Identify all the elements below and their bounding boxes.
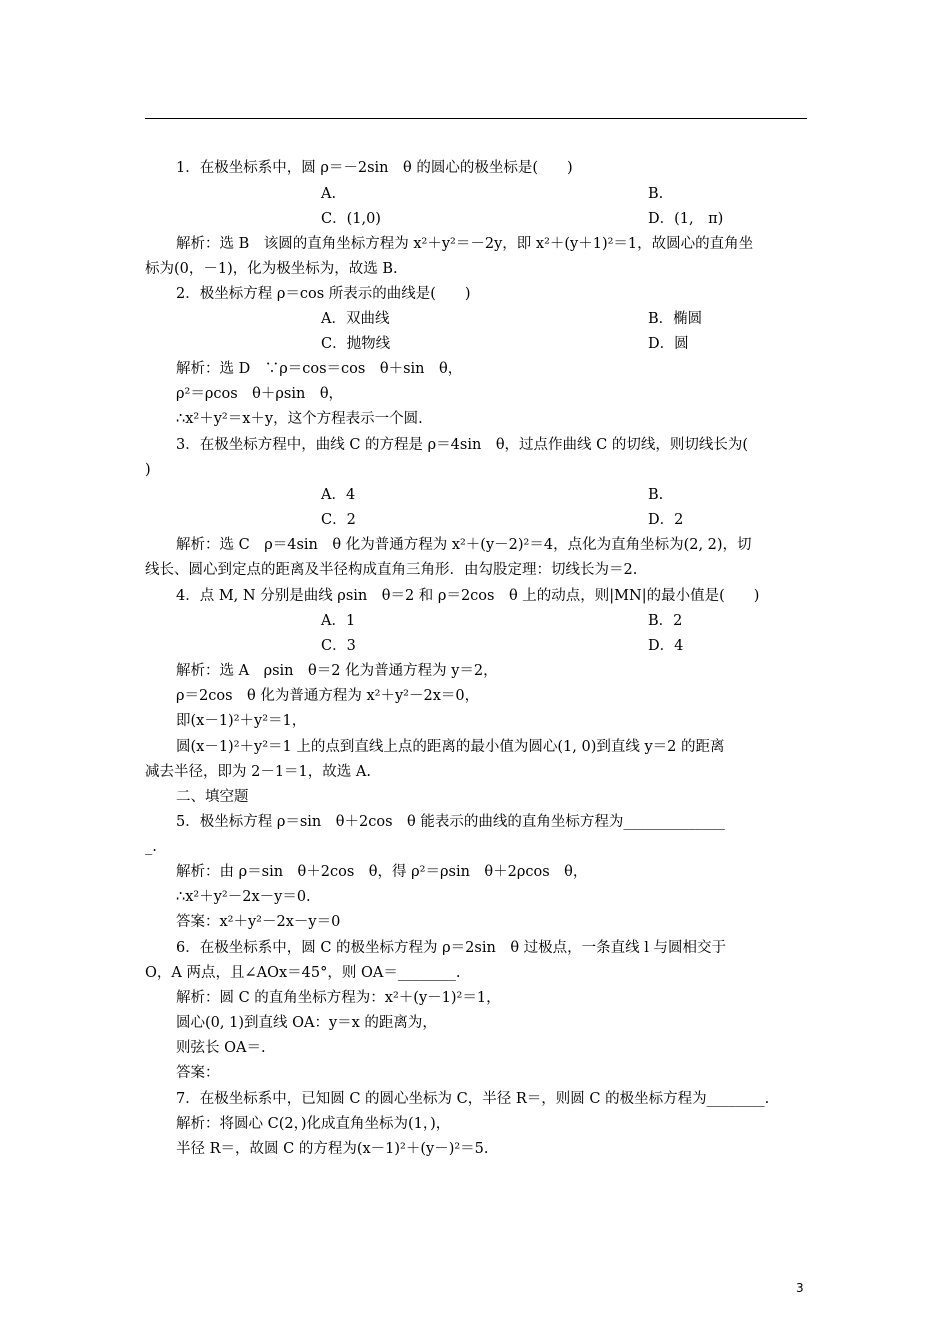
q3-solution-line-1: 解析：选 C ρ＝4sin θ 化为普通方程为 x²＋(y－2)²＝4，点化为直角坐标为(2, 2)，切	[176, 537, 752, 553]
q3-solution-line-2: 线长、圆心到定点的距离及半径构成直角三角形．由勾股定理：切线长为＝2.	[145, 562, 638, 578]
q4-solution-line-5: 减去半径，即为 2－1＝1，故选 A.	[145, 764, 371, 780]
q4-stem: 4．点 M, N 分别是曲线 ρsin θ＝2 和 ρ＝2cos θ 上的动点，则|MN|的最小值是( )	[176, 588, 760, 604]
q4-option-a: A．1	[321, 613, 356, 629]
q6-answer: 答案：	[176, 1065, 220, 1081]
q5-stem-line-2: _.	[145, 839, 157, 855]
q7-stem: 7．在极坐标系中，已知圆 C 的圆心坐标为 C，半径 R＝，则圆 C 的极坐标方程为________.	[176, 1091, 770, 1107]
q1-option-b: B.	[648, 186, 664, 202]
q5-solution-line-1: 解析：由 ρ＝sin θ＋2cos θ，得 ρ²＝ρsin θ＋2ρcos θ，	[176, 864, 588, 880]
q2-option-b: B．椭圆	[648, 311, 703, 327]
q2-solution-line-3: ∴x²＋y²＝x＋y，这个方程表示一个圆.	[176, 411, 423, 427]
q3-stem-line-2: )	[145, 462, 151, 478]
q3-option-b: B.	[648, 487, 664, 503]
q3-option-c: C．2	[321, 512, 356, 528]
q5-answer: 答案：x²＋y²－2x－y＝0	[176, 914, 341, 930]
q3-stem-line-1: 3．在极坐标方程中，曲线 C 的方程是 ρ＝4sin θ，过点作曲线 C 的切线，则切线长为(	[176, 437, 749, 453]
q4-option-c: C．3	[321, 638, 356, 654]
q6-solution-line-3: 则弦长 OA＝.	[176, 1040, 266, 1056]
q2-solution-line-2: ρ²＝ρcos θ＋ρsin θ，	[176, 386, 344, 402]
page-number: 3	[796, 1281, 804, 1295]
q6-stem-line-2: O，A 两点，且∠AOx＝45°，则 OA＝________.	[145, 965, 461, 981]
q3-option-a: A．4	[321, 487, 356, 503]
q1-solution-line-2: 标为(0，－1)，化为极坐标为，故选 B.	[145, 261, 398, 277]
q5-solution-line-2: ∴x²＋y²－2x－y＝0.	[176, 889, 311, 905]
q6-solution-line-2: 圆心(0, 1)到直线 OA：y＝x 的距离为，	[176, 1015, 437, 1031]
q4-solution-line-3: 即(x－1)²＋y²＝1，	[176, 713, 307, 729]
q3-option-d: D．2	[648, 512, 684, 528]
q4-solution-line-1: 解析：选 A ρsin θ＝2 化为普通方程为 y＝2，	[176, 663, 498, 679]
q4-option-b: B．2	[648, 613, 683, 629]
q2-option-a: A．双曲线	[321, 311, 390, 327]
q6-stem-line-1: 6．在极坐标系中，圆 C 的极坐标方程为 ρ＝2sin θ 过极点，一条直线 l 与圆相交于	[176, 940, 727, 956]
q7-solution-line-2: 半径 R＝，故圆 C 的方程为(x－1)²＋(y－)²＝5.	[176, 1141, 489, 1157]
q2-option-d: D．圆	[648, 336, 689, 352]
q5-stem-line-1: 5．极坐标方程 ρ＝sin θ＋2cos θ 能表示的曲线的直角坐标方程为______________	[176, 814, 725, 830]
q4-option-d: D．4	[648, 638, 684, 654]
q6-solution-line-1: 解析：圆 C 的直角坐标方程为：x²＋(y－1)²＝1，	[176, 990, 501, 1006]
q2-stem: 2．极坐标方程 ρ＝cos 所表示的曲线是( )	[176, 286, 471, 302]
q1-option-c: C．(1,0)	[321, 211, 381, 227]
header-rule	[145, 118, 807, 119]
q1-solution-line-1: 解析：选 B 该圆的直角坐标方程为 x²＋y²＝－2y，即 x²＋(y＋1)²＝1，故圆心的直角坐	[176, 236, 754, 252]
q2-solution-line-1: 解析：选 D ∵ρ＝cos＝cos θ＋sin θ，	[176, 361, 463, 377]
section-heading: 二、填空题	[176, 789, 249, 805]
q2-option-c: C．抛物线	[321, 336, 391, 352]
q4-solution-line-4: 圆(x－1)²＋y²＝1 上的点到直线上点的距离的最小值为圆心(1, 0)到直线 y＝2 的距离	[176, 739, 725, 755]
q4-solution-line-2: ρ＝2cos θ 化为普通方程为 x²＋y²－2x＝0，	[176, 688, 480, 704]
q1-option-d: D．(1, π)	[648, 211, 724, 227]
q1-stem: 1．在极坐标系中，圆 ρ＝－2sin θ 的圆心的极坐标是( )	[176, 160, 573, 176]
q1-option-a: A.	[321, 186, 337, 202]
q7-solution-line-1: 解析：将圆心 C(2，)化成直角坐标为(1，)，	[176, 1116, 451, 1132]
